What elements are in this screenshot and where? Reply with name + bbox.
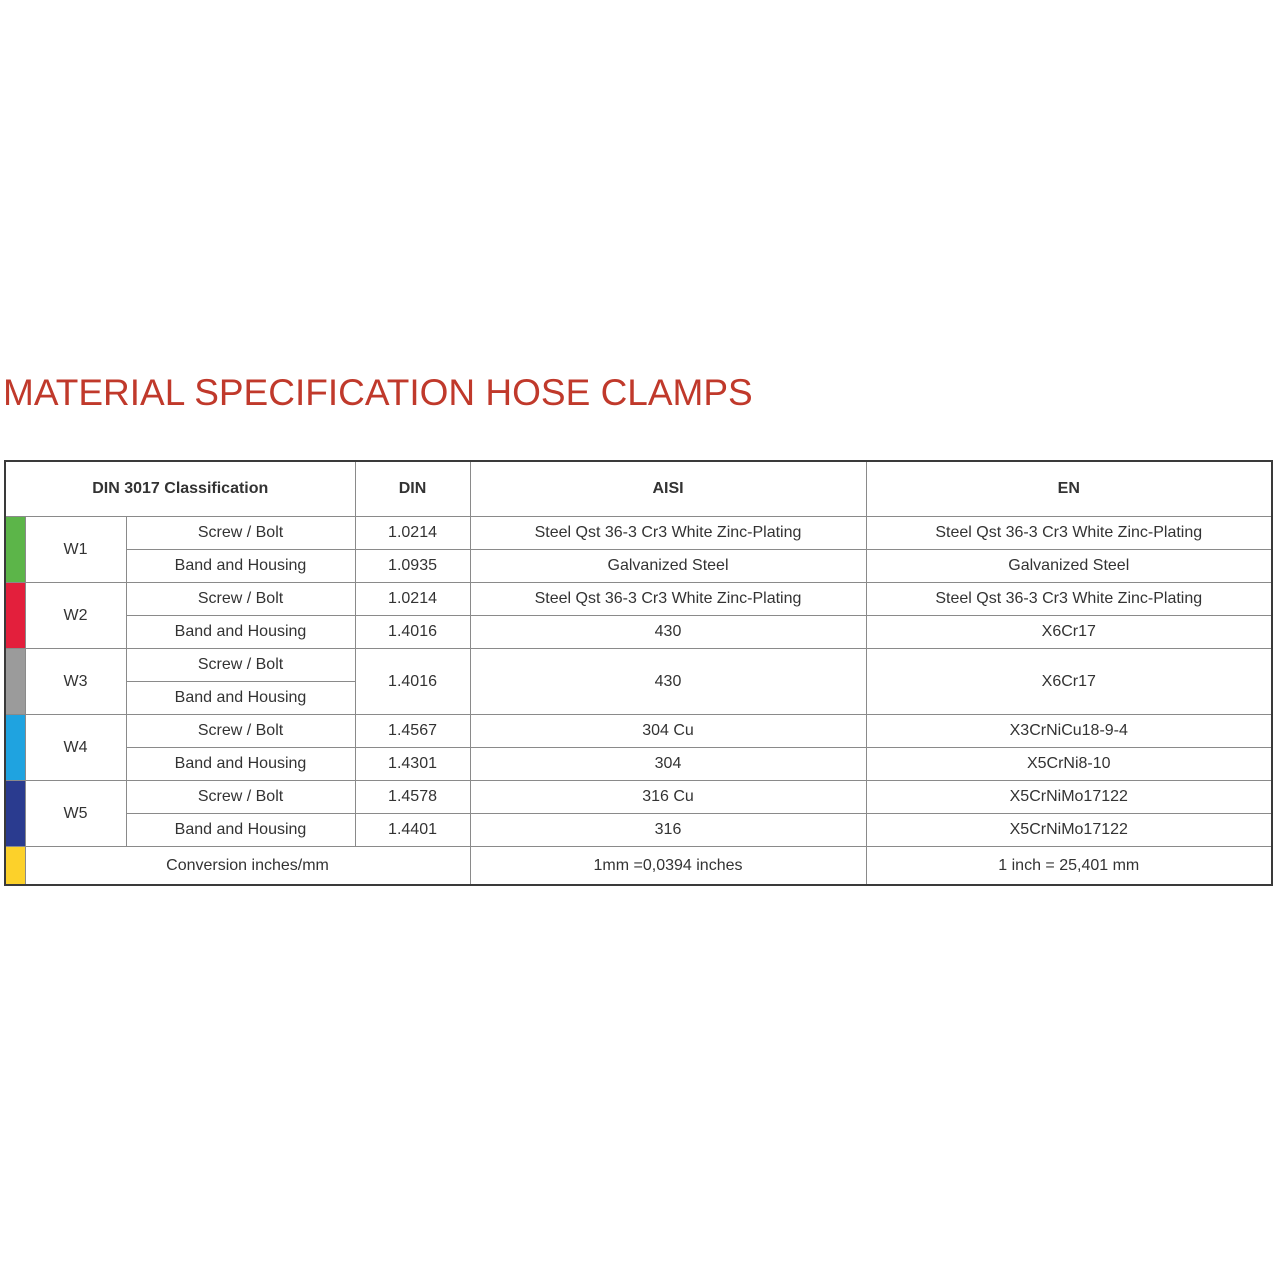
din-cell: 1.4016: [355, 616, 470, 649]
din-cell: 1.4578: [355, 781, 470, 814]
din-cell: 1.4401: [355, 814, 470, 847]
part-cell: Band and Housing: [126, 682, 355, 715]
color-swatch-w4: [5, 715, 25, 781]
class-code-w2: W2: [25, 583, 126, 649]
table-row: [5, 550, 1272, 583]
part-cell: Band and Housing: [126, 616, 355, 649]
part-cell: Band and Housing: [126, 814, 355, 847]
part-cell: Screw / Bolt: [126, 583, 355, 616]
table-row: [5, 715, 1272, 748]
table-row: [5, 616, 1272, 649]
din-cell: 1.0935: [355, 550, 470, 583]
aisi-cell: 316 Cu: [470, 781, 866, 814]
conversion-row: [5, 847, 1272, 886]
color-swatch-w3: [5, 649, 25, 715]
class-code-w4: W4: [25, 715, 126, 781]
color-swatch-w1: [5, 517, 25, 583]
en-cell: X5CrNi8-10: [866, 748, 1272, 781]
en-cell: X5CrNiMo17122: [866, 814, 1272, 847]
conversion-aisi: 1mm =0,0394 inches: [470, 847, 866, 886]
material-spec-table: [4, 460, 1273, 886]
din-cell: 1.0214: [355, 583, 470, 616]
conversion-en: 1 inch = 25,401 mm: [866, 847, 1272, 886]
en-cell: Steel Qst 36-3 Cr3 White Zinc-Plating: [866, 517, 1272, 550]
part-cell: Screw / Bolt: [126, 781, 355, 814]
conversion-label: Conversion inches/mm: [25, 847, 470, 886]
part-cell: Screw / Bolt: [126, 715, 355, 748]
color-swatch-conversion: [5, 847, 25, 886]
page-title: MATERIAL SPECIFICATION HOSE CLAMPS: [3, 372, 753, 413]
din-cell: 1.4567: [355, 715, 470, 748]
part-cell: Screw / Bolt: [126, 517, 355, 550]
table-row: [5, 583, 1272, 616]
aisi-cell: 304 Cu: [470, 715, 866, 748]
aisi-cell: Steel Qst 36-3 Cr3 White Zinc-Plating: [470, 583, 866, 616]
table-row: [5, 814, 1272, 847]
header-classification: DIN 3017 Classification: [5, 461, 355, 517]
din-cell: 1.0214: [355, 517, 470, 550]
header-row: [5, 461, 1272, 517]
header-en: EN: [866, 461, 1272, 517]
table-row: [5, 517, 1272, 550]
aisi-cell: 430: [470, 649, 866, 715]
aisi-cell: 304: [470, 748, 866, 781]
color-swatch-w5: [5, 781, 25, 847]
en-cell: Steel Qst 36-3 Cr3 White Zinc-Plating: [866, 583, 1272, 616]
part-cell: Screw / Bolt: [126, 649, 355, 682]
en-cell: X6Cr17: [866, 616, 1272, 649]
table-row: [5, 781, 1272, 814]
aisi-cell: Steel Qst 36-3 Cr3 White Zinc-Plating: [470, 517, 866, 550]
class-code-w3: W3: [25, 649, 126, 715]
en-cell: X5CrNiMo17122: [866, 781, 1272, 814]
en-cell: X6Cr17: [866, 649, 1272, 715]
color-swatch-w2: [5, 583, 25, 649]
part-cell: Band and Housing: [126, 748, 355, 781]
part-cell: Band and Housing: [126, 550, 355, 583]
aisi-cell: Galvanized Steel: [470, 550, 866, 583]
aisi-cell: 430: [470, 616, 866, 649]
class-code-w1: W1: [25, 517, 126, 583]
din-cell: 1.4301: [355, 748, 470, 781]
table-row: [5, 649, 1272, 682]
aisi-cell: 316: [470, 814, 866, 847]
en-cell: Galvanized Steel: [866, 550, 1272, 583]
header-din: DIN: [355, 461, 470, 517]
class-code-w5: W5: [25, 781, 126, 847]
header-aisi: AISI: [470, 461, 866, 517]
table-row: [5, 748, 1272, 781]
en-cell: X3CrNiCu18-9-4: [866, 715, 1272, 748]
din-cell: 1.4016: [355, 649, 470, 715]
